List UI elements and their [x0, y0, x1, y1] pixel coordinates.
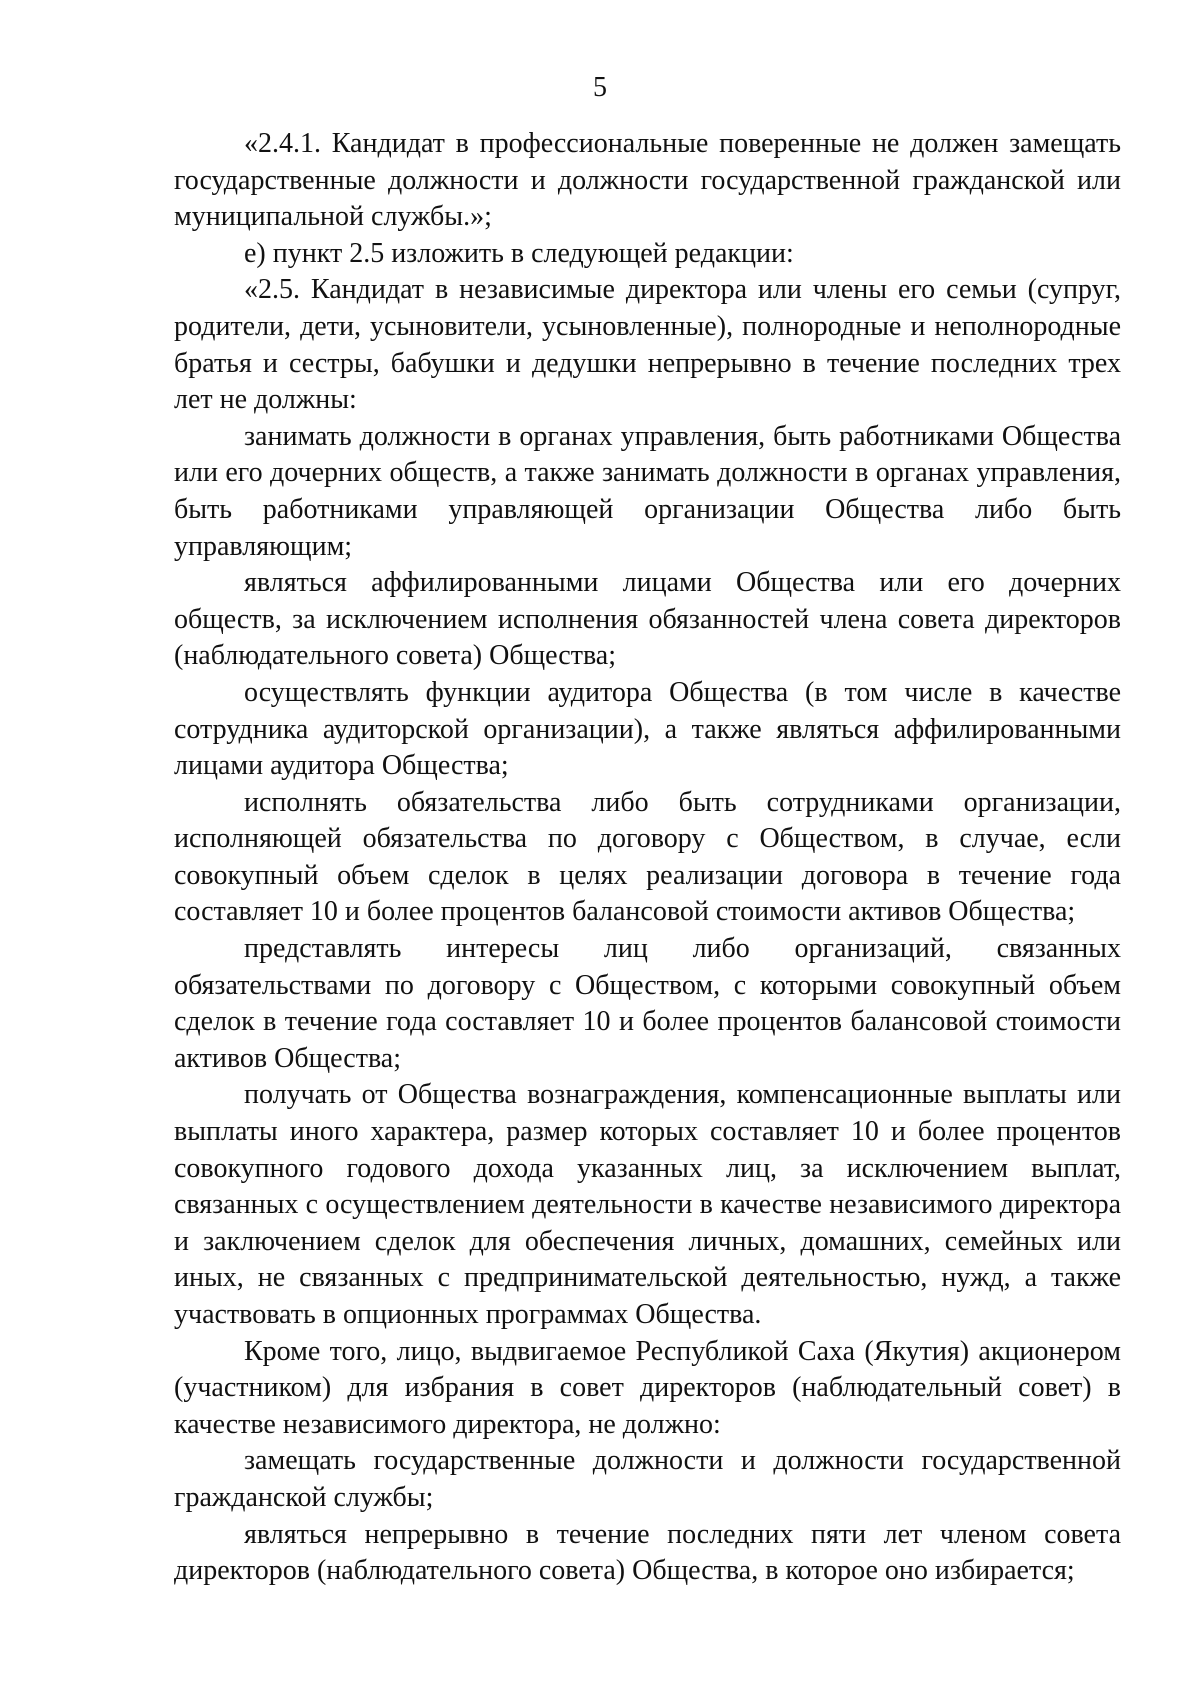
paragraph-clause-2-5: «2.5. Кандидат в независимые директора или члены его семьи (супруг, родители, дети, усыновители, усыновленные), полнородные и неполнородные братья и сестры, бабушки и дедушки непрерывно в течение последних трех лет не должны: [174, 274, 1121, 416]
paragraph-item-board-term: являться непрерывно в течение последних пяти лет членом совета директоров (наблюдательного совета) Общества, в которое оно избирается; [174, 1518, 1121, 1587]
paragraph-additional-requirements: Кроме того, лицо, выдвигаемое Республикой Саха (Якутия) акционером (участником) для избрания в совет директоров (наблюдательный совет) в качестве независимого директора, не должно: [174, 1335, 1121, 1440]
paragraph-item-affiliated: являться аффилированными лицами Общества или его дочерних обществ, за исключением исполнения обязанностей члена совета директоров (наблюдательного совета) Общества; [174, 567, 1121, 672]
paragraph-item-auditor: осуществлять функции аудитора Общества (в том числе в качестве сотрудника аудиторской организации), а также являться аффилированными лицами аудитора Общества; [174, 676, 1121, 782]
paragraph-item-represent: представлять интересы лиц либо организаций, связанных обязательствами по договору с Обществом, с которыми совокупный объем сделок в течение года составляет 10 и более процентов балансовой стоимости активов Общества; [174, 933, 1121, 1074]
page-number: 5 [593, 72, 607, 103]
paragraph-item-state-positions: замещать государственные должности и должности государственной гражданской службы; [174, 1445, 1121, 1513]
paragraph-item-management: занимать должности в органах управления, быть работниками Общества или его дочерних обществ, а также занимать должности в органах управления, быть работниками управляющей организации Общества либо быть управляющим; [174, 420, 1121, 562]
document-body [174, 126, 1121, 1590]
paragraph-item-remuneration: получать от Общества вознаграждения, компенсационные выплаты или выплаты иного характера, размер которых составляет 10 и более процентов совокупного годового дохода указанных лиц, за исключением выплат, связанных с осуществлением деятельности в качестве независимого директора и заключением сделок для обеспечения личных, домашних, семейных или иных, не связанных с предпринимательской деятельностью, нужд, а также участвовать в опционных программах Общества. [174, 1079, 1121, 1330]
paragraph-amendment-e: е) пункт 2.5 изложить в следующей редакции: [244, 237, 794, 269]
paragraph-clause-2-4-1: «2.4.1. Кандидат в профессиональные поверенные не должен замещать государственные должности и должности государственной гражданской или муниципальной службы.»; [174, 128, 1121, 233]
paragraph-item-obligations: исполнять обязательства либо быть сотрудниками организации, исполняющей обязательства по договору с Обществом, в случае, если совокупный объем сделок в целях реализации договора в течение года составляет 10 и более процентов балансовой стоимости активов Общества; [174, 786, 1121, 928]
